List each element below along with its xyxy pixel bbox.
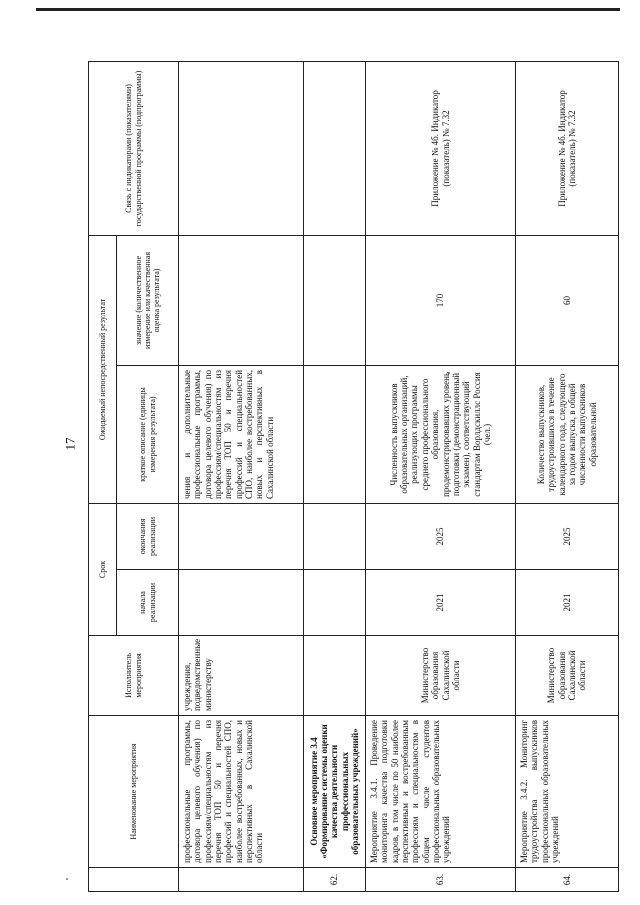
row-name: Мероприятие 3.4.2. Мониторинг трудоустройства выпускников профессиональных образовательных учреждений: [516, 716, 619, 868]
row-brief: чения и дополнительные профессиональные программы, договора целевого обучения) по профессиям/специальностям из перечня ТОП 50 и перечня профессий и специальностей СПО, наиболее востребованных, новых и перспективных в Сахалинской области: [179, 365, 304, 503]
row-executor: [304, 636, 366, 716]
header-start: начала реализации: [117, 570, 179, 636]
header-value: значение (количественное измерение или качественная оценка результата): [117, 235, 179, 365]
table-row: [516, 61, 619, 891]
header-number: [89, 868, 179, 892]
row-value: [304, 235, 366, 365]
row-value: [179, 235, 304, 365]
row-start: 2021: [366, 570, 516, 636]
row-start: 2021: [516, 570, 619, 636]
header-brief: краткое описание (единицы измерения результата): [117, 365, 179, 503]
row-number: [179, 868, 304, 892]
row-number: 62.: [304, 868, 366, 892]
row-brief: Количество выпускников, трудоустроившихся в течение календарного года, следующего за годом выпуска, в общей численности выпускников образовательной: [516, 365, 619, 503]
row-end: [179, 503, 304, 569]
row-end: [304, 503, 366, 569]
row-executor: Министерство образования Сахалинской области: [366, 636, 516, 716]
row-end: 2025: [516, 503, 619, 569]
scan-speck: [66, 878, 68, 880]
header-executor: Исполнитель мероприятия: [89, 636, 179, 716]
header-name: Наименование мероприятия: [89, 716, 179, 868]
row-number: 63.: [366, 868, 516, 892]
table-row: [366, 61, 516, 891]
page-number: 17: [62, 437, 78, 451]
rotated-table-wrapper: [88, 62, 618, 892]
row-executor: Министерство образования Сахалинской области: [516, 636, 619, 716]
table-row: [304, 61, 366, 891]
row-brief: Численность выпускников образовательных организаций, реализующих программы среднего профессионального образования, продемонстрировавших уровень подготовки (демонстрационный экзамен), соответствующий стандартам Ворлдскиллс Россия (чел.): [366, 365, 516, 503]
row-link: [304, 61, 366, 235]
row-link: Приложение № 4б. Индикатор (показатель) № 7.32: [366, 61, 516, 235]
row-link: Приложение № 4б. Индикатор (показатель) № 7.32: [516, 61, 619, 235]
row-value: 60: [516, 235, 619, 365]
table-row: [179, 61, 304, 891]
row-value: 170: [366, 235, 516, 365]
header-expected: Ожидаемый непосредственный результат: [89, 235, 117, 503]
row-name: Мероприятие 3.4.1. Проведение мониторинга качества подготовки кадров, в том числе по 50 наиболее перспективным и востребованным профессиям и специальностям в общем числе студентов профессиональных образовательных учреждений: [366, 716, 516, 868]
top-border-line: [36, 8, 620, 11]
row-start: [179, 570, 304, 636]
row-end: 2025: [366, 503, 516, 569]
row-brief: [304, 365, 366, 503]
header-link: Связь с индикаторами (показателями) государственной программы (подпрограммы): [89, 61, 179, 235]
row-number: 64.: [516, 868, 619, 892]
row-executor: учреждения, подведомственные министерству: [179, 636, 304, 716]
plan-table: [88, 61, 619, 892]
row-start: [304, 570, 366, 636]
header-term: Срок: [89, 503, 117, 635]
row-name: профессиональные программы, договора целевого обучения) по профессиям/специальностям из перечня ТОП 50 и перечня профессий и специальностей СПО, наиболее востребованных, новых и перспективных в Сахалинской области: [179, 716, 304, 868]
row-name: Основное мероприятие 3.4 «Формирование системы оценки качества деятельности профессиональных образовательных учреждений»: [304, 716, 366, 868]
row-link: [179, 61, 304, 235]
header-end: окончания реализации: [117, 503, 179, 569]
